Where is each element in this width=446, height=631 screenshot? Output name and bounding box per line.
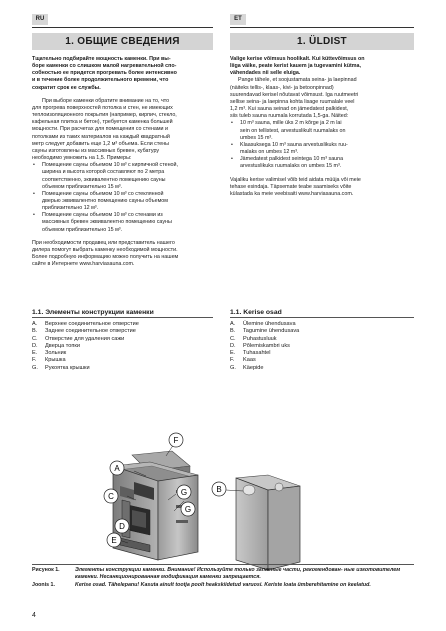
et-section-title: 1. ÜLDIST xyxy=(230,33,414,50)
et-outro xyxy=(230,177,414,198)
part-text: Käepide xyxy=(243,364,264,371)
et-part-item xyxy=(230,357,414,364)
callout-g-lower xyxy=(181,502,195,516)
page-number: 4 xyxy=(32,612,36,619)
part-letter: C. xyxy=(230,335,236,342)
stove-figure xyxy=(0,428,446,574)
part-text: Зольник xyxy=(45,350,67,357)
callout-b-label: B xyxy=(216,485,222,494)
part-letter: F. xyxy=(230,357,235,364)
ru-example-line: приблизительно 12 м³. xyxy=(42,205,99,212)
part-letter: B. xyxy=(32,328,38,335)
ru-column xyxy=(32,56,213,268)
et-body-line: siis tuleb sauna ruumala korrutada 1,5-ga. Näited: xyxy=(230,113,349,120)
ru-example-line: объемом приблизительно 15 м³. xyxy=(42,226,123,233)
et-example-line: • Jämedatest palkidest seintega 10 m³ sauna xyxy=(240,156,344,163)
et-part-item xyxy=(230,328,414,335)
part-text: Дверца топки xyxy=(45,342,80,349)
callout-f-label: F xyxy=(173,436,179,445)
et-parts-rule xyxy=(230,317,414,318)
ru-outro-line: дилера помогут выбрать каменку необходимой мощности. xyxy=(32,246,178,253)
ru-example-line: массивных бревен эквивалентно помещению сауны xyxy=(42,219,172,226)
callout-g-upper xyxy=(177,485,191,499)
ru-body-line: мощности. При расчетах для помещения со стенами и xyxy=(32,126,168,133)
et-outro-line: tehase esindaja. Täpsemate teabe saamiseks võite xyxy=(230,183,352,190)
ru-body-line: потолками из таких материалов на каждый квадратный xyxy=(32,133,170,140)
ru-body-line: кафельная плитка и бетон), требуется каменка большей xyxy=(32,119,173,126)
ru-example-line: соответственно, эквивалентно помещению сауны xyxy=(42,176,166,183)
part-letter: E. xyxy=(32,350,38,357)
ru-intro xyxy=(32,56,213,92)
ru-outro-line: сайте в Интернете www.harviasauna.com. xyxy=(32,261,135,268)
ru-intro-line: боре каменки со слишком малой нагревательной спо- xyxy=(32,63,177,70)
ru-outro-line: Более подробную информацию можно получить на нашем xyxy=(32,254,179,261)
ru-parts-rule xyxy=(32,317,213,318)
ru-intro-line: сократит срок ее службы. xyxy=(32,84,101,91)
ru-body-line: необходимо умножить на 1,5. Примеры: xyxy=(32,155,132,162)
rear-stove-drawing xyxy=(226,475,300,570)
ru-example-item xyxy=(32,162,213,191)
ru-example-line: • Помещение сауны объемом 10 м³ с кирпичной стеной, xyxy=(42,162,178,169)
part-text: Puhastusluuk xyxy=(243,335,277,342)
ru-example-line: ширина и высота которой составляют по 2 метра xyxy=(42,169,165,176)
et-part-item xyxy=(230,321,414,328)
callout-d-label: D xyxy=(119,522,125,531)
et-example-line: arvestuslikuks ruumalaks on umbes 15 m³. xyxy=(240,163,342,170)
callout-d xyxy=(115,519,129,533)
caption-rule xyxy=(32,564,414,565)
ru-body-line: теплоизоляционного покрытия (например, кирпич, стекло, xyxy=(32,112,177,119)
part-letter: A. xyxy=(32,321,38,327)
ru-outro xyxy=(32,240,213,269)
et-intro-line: vähendades nii selle eluiga. xyxy=(230,70,301,77)
et-intro-line: liiga väike, peate kerist kauem ja tugevamini kütma, xyxy=(230,63,361,70)
part-letter: A. xyxy=(230,321,236,327)
ru-example-line: дверью эквивалентно помещению сауны объемом xyxy=(42,197,168,204)
ru-part-item xyxy=(32,328,213,335)
header-rule-right xyxy=(230,27,414,28)
callout-a-label: A xyxy=(114,464,120,473)
et-body-line: 1,2 m³. Kui sauna seinad on jämedatest palkidest, xyxy=(230,106,349,113)
part-text: Крышка xyxy=(45,357,66,364)
et-intro xyxy=(230,56,414,77)
part-text: Tagumine ühendusava xyxy=(243,328,300,335)
callout-f xyxy=(169,433,183,447)
et-outro-line: Vajaliku kerise valimisel võib teid aidata müüja või meie xyxy=(230,176,361,183)
et-part-item xyxy=(230,343,414,350)
caption-ru-text: Элементы конструкции каменки. Внимание! Используйте только запасные части, рекомендован- ные изготовителем каменки. Несанкционированная модификация каменки запрещается. xyxy=(75,567,401,580)
et-column xyxy=(230,56,414,198)
part-text: Põlemiskambri uks xyxy=(243,342,290,349)
et-intro-line: Valige kerise võimsus hoolikalt. Kui küttevõimsus on xyxy=(230,56,365,62)
part-text: Tuhasahtel xyxy=(243,350,271,357)
et-example-item xyxy=(230,142,414,156)
part-letter: G. xyxy=(32,364,38,371)
et-parts-title: 1.1. Kerise osad xyxy=(230,309,282,316)
part-text: Отверстие для удаления сажи xyxy=(45,335,125,342)
et-example-item xyxy=(230,120,414,141)
part-text: Kaas xyxy=(243,357,256,364)
callout-c-label: C xyxy=(108,492,114,501)
part-text: Верхнее соединительное отверстие xyxy=(45,321,139,327)
header-rule-left xyxy=(32,27,213,28)
ru-part-item xyxy=(32,336,213,343)
caption-et xyxy=(32,582,414,589)
et-part-item xyxy=(230,350,414,357)
part-text: Рукоятка крышки xyxy=(45,364,90,371)
ru-part-item xyxy=(32,350,213,357)
et-body-line: suurendavad kerisel nõutavat võimsust. Iga ruutmeetri xyxy=(230,91,359,98)
part-letter: D. xyxy=(230,342,236,349)
ru-example-line: объемом приблизительно 15 м³. xyxy=(42,183,123,190)
ru-intro-line: и в течение более продолжительного времени, что xyxy=(32,77,169,84)
part-letter: E. xyxy=(230,350,236,357)
et-body-line: (näiteks tellis-, klaas-, kivi- ja betoonpinnad) xyxy=(230,84,334,91)
caption-ru xyxy=(32,567,414,580)
et-example-line: • 10 m³ sauna, mille üks 2 m kõrge ja 2 m lai xyxy=(240,120,342,127)
callout-b xyxy=(212,482,226,496)
part-letter: F. xyxy=(32,357,37,364)
ru-example-line: • Помещение сауны объемом 10 м³ со стенами из xyxy=(42,212,163,219)
callout-e xyxy=(107,533,121,547)
part-letter: G. xyxy=(230,364,236,371)
et-example-line: sein on tellistest, arvestuslikult ruumalaks on xyxy=(240,127,346,134)
callout-c xyxy=(104,489,118,503)
et-parts-list xyxy=(230,321,414,372)
ru-example-item xyxy=(32,191,213,212)
ru-section-title: 1. ОБЩИЕ СВЕДЕНИЯ xyxy=(32,33,213,50)
ru-intro-line: Тщательно подбирайте мощность каменки. При вы- xyxy=(32,56,171,62)
et-example-item xyxy=(230,156,414,170)
et-examples-list xyxy=(230,120,414,170)
et-body-line: sellise seina- ja laepinna kohta lisage ruumalale veel xyxy=(230,98,355,105)
et-example-line: • Klaasuksega 10 m³ sauna arvestuslikuks ruu- xyxy=(240,141,348,148)
ru-intro-line: собностью ее придется прогревать более интенсивно xyxy=(32,70,177,77)
ru-part-item xyxy=(32,365,213,372)
lang-tag-ru: RU xyxy=(32,14,48,25)
et-example-line: malaks on umbes 12 m³. xyxy=(240,149,299,156)
et-outro-line: külastada ka meie veebisaiti www.harviasauna.com. xyxy=(230,190,354,197)
et-part-item xyxy=(230,336,414,343)
ru-part-item xyxy=(32,321,213,328)
ru-example-line: • Помещение сауны объемом 10 м³ со стеклянной xyxy=(42,190,164,197)
caption-et-text: Kerise osad. Tähelepanu! Kasuta ainult tootja poolt heakskiidetud varuosi. Keriste loata ümberehitamine on keelatud. xyxy=(75,582,371,588)
ru-examples-list xyxy=(32,162,213,234)
callout-g-label: G xyxy=(180,488,188,497)
part-letter: D. xyxy=(32,342,38,349)
callout-g-label: G xyxy=(184,505,192,514)
part-text: Ülemine ühendusava xyxy=(243,321,296,327)
et-part-item xyxy=(230,365,414,372)
ru-parts-list xyxy=(32,321,213,372)
ru-example-item xyxy=(32,212,213,233)
caption-ru-label: Рисунок 1. xyxy=(32,567,60,573)
et-body-line: Pange tähele, et soojustamata seina- ja laepinnad xyxy=(238,77,357,84)
part-text: Заднее соединительное отверстие xyxy=(45,328,136,335)
part-letter: B. xyxy=(230,328,236,335)
ru-body-line: метр следует добавить еще 1,2 м³ объема. Если стены xyxy=(32,140,169,147)
callout-e-label: E xyxy=(111,536,117,545)
ru-body-line: При выборе каменки обратите внимание на то, что xyxy=(42,97,170,104)
ru-body xyxy=(32,98,213,162)
et-body xyxy=(230,77,414,120)
front-stove-drawing xyxy=(113,444,198,560)
et-example-line: umbes 15 m³. xyxy=(240,134,273,141)
ru-body-line: для прогрева поверхностей потолка и стен, не имеющих xyxy=(32,104,173,111)
ru-part-item xyxy=(32,343,213,350)
callout-a xyxy=(110,461,124,475)
ru-body-line: сауны изготовлены из массивных бревен, кубатуру xyxy=(32,147,160,154)
caption-et-label: Joonis 1. xyxy=(32,582,55,588)
ru-outro-line: При необходимости продавец или представитель нашего xyxy=(32,239,175,246)
ru-parts-title: 1.1. Элементы конструкции каменки xyxy=(32,309,154,316)
part-letter: C. xyxy=(32,335,38,342)
lang-tag-et: ET xyxy=(230,14,246,25)
ru-part-item xyxy=(32,357,213,364)
